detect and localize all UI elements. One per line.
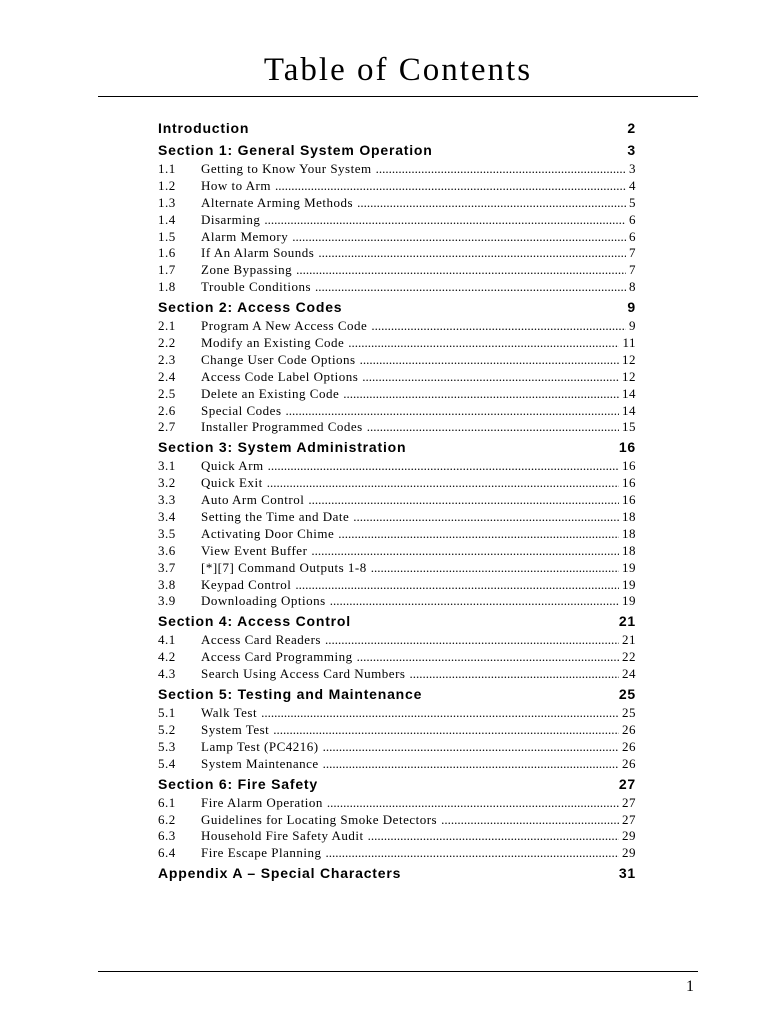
toc-entry-title: Zone Bypassing (201, 262, 293, 278)
toc-entry-number: 5.4 (158, 755, 176, 771)
toc-section-page: 2 (627, 120, 636, 136)
toc-entry-title: Auto Arm Control (201, 492, 305, 508)
toc-entry-number: 3.3 (158, 492, 176, 508)
dot-leader (267, 475, 619, 492)
toc-entry-page: 26 (622, 755, 636, 771)
toc-entry-number: 1.4 (158, 211, 176, 227)
toc-entry-number: 3.9 (158, 593, 176, 609)
toc-entry-number: 1.7 (158, 262, 176, 278)
toc-entry-number: 3.8 (158, 576, 176, 592)
toc-entry-title: Installer Programmed Codes (201, 419, 363, 435)
toc-entry-title: If An Alarm Sounds (201, 245, 315, 261)
toc-entry[interactable] (158, 212, 636, 229)
toc-entry[interactable] (158, 458, 636, 475)
toc-entry-number: 2.3 (158, 351, 176, 367)
toc-entry[interactable] (158, 845, 636, 862)
toc-entry-number: 2.7 (158, 419, 176, 435)
toc-entry-title: Guidelines for Locating Smoke Detectors (201, 811, 438, 827)
toc-entry[interactable] (158, 195, 636, 212)
toc-entry-page: 22 (622, 649, 636, 665)
toc-entry-page: 12 (622, 351, 636, 367)
toc-entry-number: 4.3 (158, 666, 176, 682)
dot-leader (371, 560, 619, 577)
toc-entry-page: 7 (629, 245, 636, 261)
toc-entry-title: Downloading Options (201, 593, 326, 609)
toc-entry-number: 5.1 (158, 705, 176, 721)
toc-entry-number: 1.3 (158, 194, 176, 210)
top-rule (98, 96, 698, 97)
dot-leader (323, 739, 619, 756)
toc-entry[interactable] (158, 560, 636, 577)
toc-section-heading[interactable] (158, 773, 636, 795)
toc-entry[interactable] (158, 419, 636, 436)
toc-entry-number: 3.2 (158, 475, 176, 491)
toc-entry-number: 1.6 (158, 245, 176, 261)
toc-entry-number: 2.1 (158, 318, 176, 334)
toc-entry-title: Access Card Programming (201, 649, 353, 665)
toc-entry-title: Trouble Conditions (201, 279, 312, 295)
toc-entry[interactable] (158, 335, 636, 352)
toc-entry-page: 7 (629, 262, 636, 278)
toc-entry-number: 6.1 (158, 794, 176, 810)
toc-entry-title: [*][7] Command Outputs 1-8 (201, 559, 367, 575)
toc-section-title: Section 3: System Administration (158, 439, 407, 456)
toc-entry-page: 19 (622, 576, 636, 592)
toc-section-title: Section 6: Fire Safety (158, 775, 318, 792)
toc-entry-page: 6 (629, 211, 636, 227)
toc-entry-title: Alarm Memory (201, 228, 289, 244)
toc-entry[interactable] (158, 352, 636, 369)
toc-entry-page: 19 (622, 559, 636, 575)
dot-leader (315, 279, 626, 296)
toc-section-title: Section 5: Testing and Maintenance (158, 686, 423, 703)
dot-leader (323, 756, 619, 773)
toc-entry-title: Modify an Existing Code (201, 335, 345, 351)
toc-entry[interactable] (158, 739, 636, 756)
toc-section-page: 9 (627, 299, 636, 316)
toc-entry-number: 6.3 (158, 828, 176, 844)
toc-entry[interactable] (158, 543, 636, 560)
dot-leader (409, 666, 619, 683)
toc-entry-number: 4.1 (158, 632, 176, 648)
toc-entry[interactable] (158, 526, 636, 543)
toc-entry-title: Lamp Test (PC4216) (201, 738, 319, 754)
dot-leader (296, 262, 626, 279)
dot-leader (376, 161, 626, 178)
toc-section (158, 436, 636, 610)
toc-section-heading[interactable] (158, 139, 636, 161)
toc-section-page: 27 (618, 775, 636, 792)
toc-entry-page: 16 (622, 458, 636, 474)
dot-leader (357, 649, 619, 666)
toc-entry[interactable] (158, 262, 636, 279)
toc-entry-title: System Maintenance (201, 755, 319, 771)
toc-entry-title: System Test (201, 721, 270, 737)
toc-entry-title: Quick Arm (201, 458, 264, 474)
toc-entry-number: 3.7 (158, 559, 176, 575)
toc-entry-number: 3.1 (158, 458, 176, 474)
toc-entry-number: 2.4 (158, 368, 176, 384)
toc-entry-page: 8 (629, 279, 636, 295)
toc-entry[interactable] (158, 577, 636, 594)
toc-entry-title: Activating Door Chime (201, 525, 335, 541)
toc-section (158, 862, 636, 884)
dot-leader (371, 318, 626, 335)
toc-entry-number: 6.2 (158, 811, 176, 827)
dot-leader (264, 212, 626, 229)
toc-section-page: 3 (627, 142, 636, 158)
toc-section-page: 25 (618, 686, 636, 703)
toc-entry-number: 3.4 (158, 509, 176, 525)
dot-leader (338, 526, 619, 543)
toc-section-title: Appendix A – Special Characters (158, 865, 402, 882)
toc-section-page: 16 (618, 439, 636, 456)
dot-leader (295, 577, 619, 594)
toc-section-heading[interactable] (158, 296, 636, 318)
toc-entry-page: 18 (622, 509, 636, 525)
toc-entry-title: Fire Escape Planning (201, 845, 322, 861)
toc-entry[interactable] (158, 828, 636, 845)
dot-leader (367, 419, 619, 436)
toc-section-title: Introduction (158, 120, 250, 136)
dot-leader (275, 178, 626, 195)
toc-entry-title: Fire Alarm Operation (201, 794, 323, 810)
toc-entry-page: 25 (622, 705, 636, 721)
toc-entry-title: Search Using Access Card Numbers (201, 666, 406, 682)
dot-leader (311, 543, 619, 560)
toc-entry-page: 18 (622, 542, 636, 558)
toc-entry-page: 4 (629, 177, 636, 193)
toc-entry-page: 16 (622, 475, 636, 491)
toc-entry-page: 3 (629, 161, 636, 176)
dot-leader (343, 386, 619, 403)
toc-entry[interactable] (158, 229, 636, 246)
toc-entry[interactable] (158, 593, 636, 610)
toc-entry-title: Quick Exit (201, 475, 263, 491)
toc-entry-title: Disarming (201, 211, 261, 227)
toc-entry-title: Keypad Control (201, 576, 292, 592)
toc-entry-title: Household Fire Safety Audit (201, 828, 364, 844)
page-title: Table of Contents (263, 52, 533, 88)
toc-entry-page: 14 (622, 385, 636, 401)
toc-section-page: 31 (618, 865, 636, 882)
toc-entry-title: Setting the Time and Date (201, 509, 350, 525)
dot-leader (325, 845, 619, 862)
toc-entry[interactable] (158, 403, 636, 420)
toc-entry-number: 1.5 (158, 228, 176, 244)
toc-section-heading[interactable] (158, 117, 636, 139)
toc-entry-page: 29 (622, 828, 636, 844)
dot-leader (348, 335, 619, 352)
toc-entry-title: Delete an Existing Code (201, 385, 340, 401)
toc-entry-page: 11 (622, 335, 636, 351)
toc-entry[interactable] (158, 705, 636, 722)
toc-entry-page: 16 (622, 492, 636, 508)
dot-leader (353, 509, 619, 526)
dot-leader (318, 245, 626, 262)
toc-section (158, 683, 636, 773)
dot-leader (441, 812, 619, 829)
toc-entry-page: 6 (629, 228, 636, 244)
toc-entry-number: 5.2 (158, 721, 176, 737)
dot-leader (362, 369, 619, 386)
toc-entry-page: 14 (622, 402, 636, 418)
dot-leader (308, 492, 619, 509)
toc-section-heading[interactable] (158, 436, 636, 458)
toc-entry-number: 2.2 (158, 335, 176, 351)
toc-entry[interactable] (158, 509, 636, 526)
toc-section-page: 21 (618, 613, 636, 630)
toc-entry-number: 1.8 (158, 279, 176, 295)
toc-section (158, 117, 636, 139)
toc-section-title: Section 2: Access Codes (158, 299, 343, 316)
toc-entry[interactable] (158, 369, 636, 386)
toc-section-title: Section 1: General System Operation (158, 142, 433, 158)
toc-section (158, 296, 636, 436)
toc-entry-page: 19 (622, 593, 636, 609)
toc-entry-title: Walk Test (201, 705, 258, 721)
toc-entry[interactable] (158, 161, 636, 178)
toc-entry[interactable] (158, 279, 636, 296)
toc-entry-title: Access Card Readers (201, 632, 321, 648)
dot-leader (273, 722, 619, 739)
toc-entry-page: 26 (622, 721, 636, 737)
dot-leader (325, 632, 619, 649)
toc-section (158, 139, 636, 296)
toc-entry-title: Getting to Know Your System (201, 161, 372, 176)
toc-entry[interactable] (158, 756, 636, 773)
dot-leader (261, 705, 619, 722)
toc-entry-title: View Event Buffer (201, 542, 308, 558)
toc-entry-page: 21 (622, 632, 636, 648)
toc-entry-page: 5 (629, 194, 636, 210)
dot-leader (327, 795, 619, 812)
toc-entry-number: 3.5 (158, 525, 176, 541)
dot-leader (368, 828, 619, 845)
toc-entry-page: 12 (622, 368, 636, 384)
toc-entry-number: 1.1 (158, 161, 176, 176)
toc-entry[interactable] (158, 178, 636, 195)
toc-entry-number: 4.2 (158, 649, 176, 665)
toc-entry[interactable] (158, 318, 636, 335)
toc-entry-title: Change User Code Options (201, 351, 356, 367)
toc-entry-page: 9 (629, 318, 636, 334)
toc-entry-number: 6.4 (158, 845, 176, 861)
toc-section (158, 610, 636, 683)
toc-entry[interactable] (158, 722, 636, 739)
toc-entry-number: 1.2 (158, 177, 176, 193)
toc-entry-title: How to Arm (201, 177, 271, 193)
toc-entry[interactable] (158, 245, 636, 262)
dot-leader (330, 593, 619, 610)
toc-entry-number: 2.5 (158, 385, 176, 401)
bottom-rule (98, 971, 698, 972)
toc-entry-page: 24 (622, 666, 636, 682)
toc-entry-page: 26 (622, 738, 636, 754)
toc-entry-page: 27 (622, 794, 636, 810)
toc-section-heading[interactable] (158, 610, 636, 632)
toc-entry-title: Alternate Arming Methods (201, 194, 354, 210)
toc-section-title: Section 4: Access Control (158, 613, 351, 630)
toc-section-heading[interactable] (158, 862, 636, 884)
toc-entry[interactable] (158, 492, 636, 509)
dot-leader (268, 458, 619, 475)
toc-section-heading[interactable] (158, 683, 636, 705)
toc-entry-title: Special Codes (201, 402, 282, 418)
toc-entry-number: 5.3 (158, 738, 176, 754)
toc-entry[interactable] (158, 386, 636, 403)
toc-entry[interactable] (158, 649, 636, 666)
toc-entry-title: Access Code Label Options (201, 368, 359, 384)
toc-entry-number: 3.6 (158, 542, 176, 558)
toc-entry-title: Program A New Access Code (201, 318, 368, 334)
toc-entry-page: 15 (622, 419, 636, 435)
page-number: 1 (686, 978, 694, 995)
table-of-contents (158, 117, 636, 884)
toc-entry[interactable] (158, 666, 636, 683)
toc-section (158, 773, 636, 863)
toc-entry[interactable] (158, 475, 636, 492)
toc-entry-page: 18 (622, 525, 636, 541)
dot-leader (286, 403, 619, 420)
toc-entry[interactable] (158, 632, 636, 649)
toc-entry[interactable] (158, 795, 636, 812)
dot-leader (357, 195, 626, 212)
dot-leader (292, 229, 626, 246)
toc-entry-page: 29 (622, 845, 636, 861)
toc-entry-number: 2.6 (158, 402, 176, 418)
toc-entry-page: 27 (622, 811, 636, 827)
dot-leader (360, 352, 619, 369)
toc-entry[interactable] (158, 812, 636, 829)
